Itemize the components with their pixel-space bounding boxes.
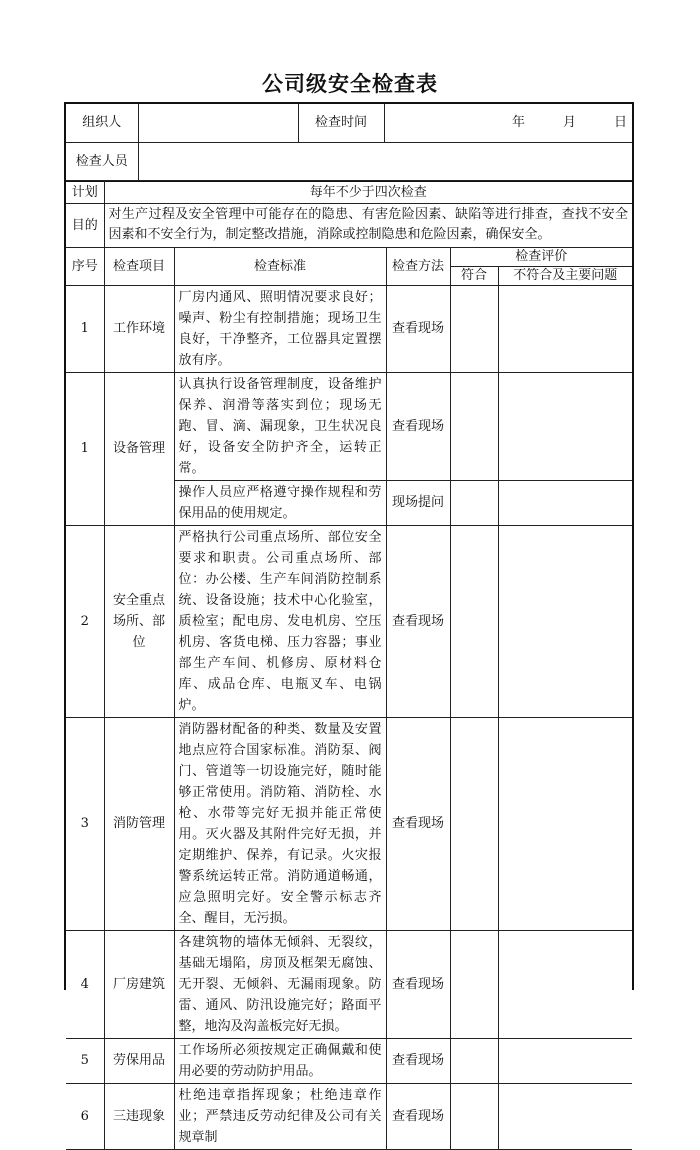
row-item: 设备管理 bbox=[104, 372, 174, 525]
row-no: 4 bbox=[66, 930, 104, 1038]
row-standard: 严格执行公司重点场所、部位安全要求和职责。公司重点场所、部位：办公楼、生产车间消防控制系统、设备设施；技术中心化验室，质检室；配电房、发电机房、空压机房、客货电梯、压力容器；事业部生产车间、机修房、原材料仓库、成品仓库、电瓶叉车、电锅炉。 bbox=[174, 525, 386, 717]
conform-cell[interactable] bbox=[450, 285, 498, 372]
header-table bbox=[66, 104, 632, 181]
row-method: 查看现场 bbox=[386, 285, 450, 372]
row-standard: 厂房内通风、照明情况要求良好；噪声、粉尘有控制措施；现场卫生良好，干净整齐，工位器具定置摆放有序。 bbox=[174, 285, 386, 372]
plan-row bbox=[66, 181, 632, 203]
nonconform-cell[interactable] bbox=[498, 372, 632, 480]
conform-cell[interactable] bbox=[450, 525, 498, 717]
organizer-field[interactable] bbox=[138, 104, 298, 142]
col-item: 检查项目 bbox=[104, 247, 174, 285]
row-item: 劳保用品 bbox=[104, 1038, 174, 1083]
nonconform-cell[interactable] bbox=[498, 717, 632, 930]
table-row bbox=[66, 1038, 632, 1083]
conform-cell[interactable] bbox=[450, 717, 498, 930]
checklist-table bbox=[64, 102, 634, 1145]
row-method: 查看现场 bbox=[386, 717, 450, 930]
row-item: 厂房建筑 bbox=[104, 930, 174, 1038]
row-no: 2 bbox=[66, 525, 104, 717]
nonconform-cell[interactable] bbox=[498, 1038, 632, 1083]
row-standard: 杜绝违章指挥现象；杜绝违章作业；严禁违反劳动纪律及公司有关规章制 bbox=[174, 1083, 386, 1149]
row-method: 查看现场 bbox=[386, 525, 450, 717]
row-standard: 消防器材配备的种类、数量及安置地点应符合国家标准。消防泵、阀门、管道等一切设施完好，随时能够正常使用。消防箱、消防栓、水枪、水带等完好无损并能正常使用。灭火器及其附件完好无损，并定期维护、保养，有记录。火灾报警系统运转正常。消防通道畅通，应急照明完好。安全警示标志齐全、醒目，无污损。 bbox=[174, 717, 386, 930]
row-no: 1 bbox=[66, 285, 104, 372]
row-no: 3 bbox=[66, 717, 104, 930]
checklist-body bbox=[66, 181, 632, 1150]
nonconform-cell[interactable] bbox=[498, 525, 632, 717]
conform-cell[interactable] bbox=[450, 930, 498, 1038]
conform-cell[interactable] bbox=[450, 1083, 498, 1149]
row-no: 6 bbox=[66, 1083, 104, 1149]
row-standard: 各建筑物的墙体无倾斜、无裂纹，基础无塌陷，房顶及框架无腐蚀、无开裂、无倾斜、无漏雨现象。防雷、通风、防汛设施完好；路面平整，地沟及沟盖板完好无损。 bbox=[174, 930, 386, 1038]
table-row bbox=[66, 717, 632, 930]
row-method-2: 现场提问 bbox=[386, 480, 450, 525]
conform-cell[interactable] bbox=[450, 480, 498, 525]
inspection-time-label: 检查时间 bbox=[298, 104, 384, 142]
inspectors-label: 检查人员 bbox=[66, 142, 138, 180]
nonconform-cell[interactable] bbox=[498, 480, 632, 525]
conform-cell[interactable] bbox=[450, 1038, 498, 1083]
row-method: 查看现场 bbox=[386, 930, 450, 1038]
plan-label: 计划 bbox=[66, 181, 104, 203]
row-standard: 认真执行设备管理制度，设备维护保养、润滑等落实到位；现场无跑、冒、滴、漏现象，卫生状况良好，设备安全防护齐全，运转正常。 bbox=[174, 372, 386, 480]
row-no: 5 bbox=[66, 1038, 104, 1083]
table-row bbox=[66, 285, 632, 372]
row-method: 查看现场 bbox=[386, 1038, 450, 1083]
date-day-label: 日 bbox=[613, 115, 627, 131]
row-item: 安全重点场所、部位 bbox=[104, 525, 174, 717]
table-row bbox=[66, 1083, 632, 1149]
nonconform-cell[interactable] bbox=[498, 1083, 632, 1149]
inspectors-field[interactable] bbox=[138, 142, 632, 180]
col-nonconform: 不符合及主要问题 bbox=[498, 266, 632, 285]
row-item: 三违现象 bbox=[104, 1083, 174, 1149]
date-year-label: 年 bbox=[511, 115, 525, 131]
col-no: 序号 bbox=[66, 247, 104, 285]
table-row bbox=[66, 372, 632, 480]
page-title: 公司级安全检查表 bbox=[262, 71, 438, 96]
plan-value: 每年不少于四次检查 bbox=[104, 181, 632, 203]
col-standard: 检查标准 bbox=[174, 247, 386, 285]
date-month-label: 月 bbox=[562, 115, 576, 131]
purpose-value: 对生产过程及安全管理中可能存在的隐患、有害危险因素、缺陷等进行排查，查找不安全因素和不安全行为，制定整改措施，消除或控制隐患和危险因素，确保安全。 bbox=[104, 203, 632, 247]
row-item: 工作环境 bbox=[104, 285, 174, 372]
row-no: 1 bbox=[66, 372, 104, 525]
organizer-label: 组织人 bbox=[66, 104, 138, 142]
col-conform: 符合 bbox=[450, 266, 498, 285]
conform-cell[interactable] bbox=[450, 372, 498, 480]
purpose-label: 目的 bbox=[66, 203, 104, 247]
row-item: 消防管理 bbox=[104, 717, 174, 930]
nonconform-cell[interactable] bbox=[498, 285, 632, 372]
table-row bbox=[66, 930, 632, 1038]
col-evaluation: 检查评价 bbox=[450, 247, 632, 266]
nonconform-cell[interactable] bbox=[498, 930, 632, 1038]
table-row bbox=[66, 525, 632, 717]
column-header-row bbox=[66, 247, 632, 266]
organizer-row bbox=[66, 104, 632, 142]
inspection-date-field[interactable] bbox=[384, 104, 632, 142]
row-standard-2: 操作人员应严格遵守操作规程和劳保用品的使用规定。 bbox=[174, 480, 386, 525]
col-method: 检查方法 bbox=[386, 247, 450, 285]
purpose-row bbox=[66, 203, 632, 247]
row-standard: 工作场所必须按规定正确佩戴和使用必要的劳动防护用品。 bbox=[174, 1038, 386, 1083]
row-method: 查看现场 bbox=[386, 1083, 450, 1149]
inspectors-row bbox=[66, 142, 632, 180]
row-method: 查看现场 bbox=[386, 372, 450, 480]
